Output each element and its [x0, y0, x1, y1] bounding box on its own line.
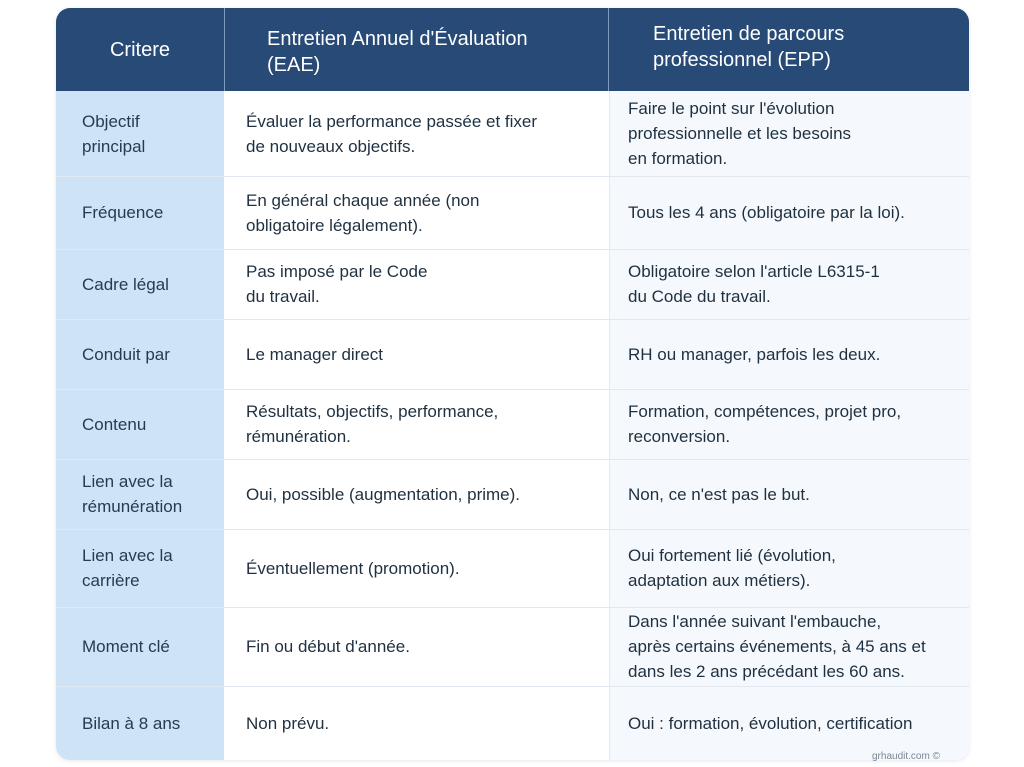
- table-row: [56, 176, 969, 249]
- header-criteria: Critere: [109, 38, 170, 61]
- comparison-table: [56, 8, 969, 760]
- eae-cell: Oui, possible (augmentation, prime).: [246, 484, 521, 504]
- header-eae: Entretien Annuel d'Évaluation (EAE): [267, 27, 528, 76]
- watermark: grhaudit.com ©: [872, 751, 940, 762]
- epp-cell: Faire le point sur l'évolution professionnelle et les besoins en formation.: [628, 99, 852, 168]
- eae-cell: Éventuellement (promotion).: [246, 558, 460, 578]
- header-divider: [224, 8, 225, 91]
- criteria-cell: Cadre légal: [82, 274, 169, 294]
- table-header: [56, 8, 969, 91]
- table-row: [56, 529, 969, 607]
- criteria-cell: Fréquence: [82, 203, 164, 222]
- criteria-cell: Moment clé: [82, 637, 170, 656]
- eae-cell: Résultats, objectifs, performance, rémunération.: [246, 402, 499, 446]
- criteria-cell: Contenu: [82, 414, 147, 434]
- table-row: [56, 91, 969, 176]
- table-row: [56, 319, 969, 389]
- criteria-cell: Bilan à 8 ans: [82, 713, 181, 733]
- epp-cell: Obligatoire selon l'article L6315-1 du Code du travail.: [628, 262, 880, 306]
- header-epp: Entretien de parcours professionnel (EPP): [653, 22, 845, 71]
- epp-cell: Oui : formation, évolution, certification: [628, 713, 913, 733]
- table-row: [56, 686, 969, 760]
- table-row: [56, 389, 969, 459]
- epp-cell: Dans l'année suivant l'embauche, après certains événements, à 45 ans et dans les 2 ans précédant les 60 ans.: [628, 612, 926, 681]
- header-divider: [608, 8, 609, 91]
- eae-cell: En général chaque année (non obligatoire légalement).: [246, 190, 480, 235]
- eae-cell: Le manager direct: [246, 344, 384, 364]
- table-row: [56, 459, 969, 529]
- epp-cell: Tous les 4 ans (obligatoire par la loi).: [628, 203, 905, 222]
- table-row: [56, 607, 969, 686]
- criteria-cell: Objectif principal: [82, 111, 146, 156]
- eae-cell: Non prévu.: [246, 713, 330, 733]
- criteria-cell: Conduit par: [82, 344, 170, 364]
- epp-cell: Oui fortement lié (évolution, adaptation aux métiers).: [628, 546, 836, 590]
- table-row: [56, 249, 969, 319]
- eae-cell: Pas imposé par le Code du travail.: [246, 262, 428, 306]
- eae-cell: Fin ou début d'année.: [246, 637, 410, 656]
- eae-cell: Évaluer la performance passée et fixer de nouveaux objectifs.: [246, 111, 538, 156]
- epp-cell: Formation, compétences, projet pro, reconversion.: [628, 402, 902, 446]
- criteria-cell: Lien avec la carrière: [82, 546, 173, 590]
- criteria-cell: Lien avec la rémunération: [82, 472, 183, 516]
- epp-cell: Non, ce n'est pas le but.: [628, 484, 810, 504]
- epp-cell: RH ou manager, parfois les deux.: [628, 344, 881, 364]
